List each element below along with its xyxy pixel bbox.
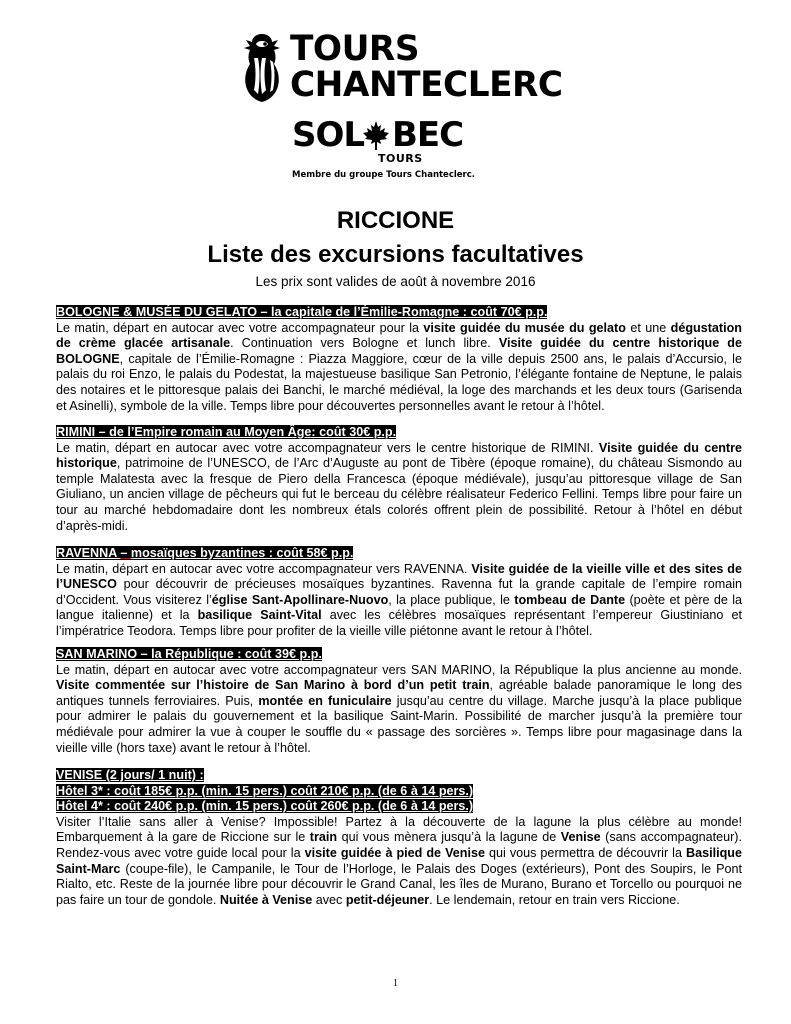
- brand-line-1: TOURS: [290, 29, 420, 69]
- maple-leaf-icon: [360, 120, 392, 152]
- section-body: [56, 815, 742, 909]
- body-text: . Continuation vers Bologne et lunch libre.: [230, 336, 499, 351]
- bold-text: Visite guidée du centre historique: [56, 440, 743, 471]
- tours-chanteclerc-logo: [238, 29, 568, 106]
- bold-text: Visite guidée de la vieille ville et des sites de l’UNESCO: [56, 561, 743, 592]
- bold-text: église Sant-Apollinare-Nuovo: [211, 592, 389, 607]
- section-body: [56, 321, 742, 415]
- bold-text: petit-déjeuner: [345, 892, 430, 907]
- body-text: , patrimoine de l’UNESCO, de l’Arc d’Auguste au pont de Tibère (époque romaine), du château Sismondo au temple Malatesta avec la fresque de Piero della Francesca (époque médiévale), jusqu’au pittoresque village de San Giuliano, un ancien village de pêcheurs qui fut le berceau du célèbre réalisateur Federico Fellini. Temps libre pour faire un tour au marché hebdomadaire dont les nombreux étals colorés offrent plein de possibilité. Retour à l’hôtel en début d’après-midi.: [56, 456, 742, 533]
- bold-text: visite guidée à pied de Venise: [304, 845, 485, 860]
- section-header: SAN MARINO – la République : coût 39€ p.p.: [56, 647, 322, 661]
- section-venise: [56, 768, 742, 908]
- document-subtitle: Liste des excursions facultatives: [207, 241, 584, 268]
- solbec-logo: [288, 115, 478, 184]
- solbec-sol-text: SOL: [292, 115, 365, 155]
- section-header: RAVENNA – mosaïques byzantines : coût 58€ p.p.: [56, 546, 354, 560]
- body-text: (sans accompagnateur). Rendez-vous avec votre guide local pour la: [56, 830, 742, 860]
- section-header-line: Hôtel 4* : coût 240€ p.p. (min. 15 pers.) coût 260€ p.p. (de 6 à 14 pers.): [56, 799, 474, 814]
- section-header-line: VENISE (2 jours/ 1 nuit) :: [56, 768, 204, 782]
- body-text: qui vous permettra de découvrir la: [484, 845, 686, 860]
- bold-text: train: [309, 830, 338, 845]
- validity-note: Les prix sont valides de août à novembre 2016: [255, 274, 536, 289]
- section-body: [56, 441, 742, 535]
- section-body: [56, 562, 742, 640]
- page-number: 1: [393, 978, 398, 989]
- bold-text: tombeau de Dante: [514, 592, 626, 607]
- section-ravenna: [56, 546, 742, 640]
- section-header: BOLOGNE & MUSÉE DU GELATO – la capitale de l’Émilie-Romagne : coût 70€ p.p.: [56, 305, 548, 319]
- section-san-marino: [56, 647, 742, 756]
- body-text: jusqu’au centre du village. Marche jusqu’à la place publique pour admirer le palais du gouvernement et la basilique Saint-Marin. Possibilité de marcher jusqu’à la première tour médiévale pour admirer la vue à couper le souffle du « passage des sorcières ». Temps libre pour magasinage dans la vieille ville (hors taxe) avant le retour à l’hôtel.: [56, 693, 742, 755]
- bold-text: montée en funiculaire: [258, 693, 392, 708]
- body-text: Le matin, départ en autocar avec votre accompagnateur vers SAN MARINO, la République la plus ancienne au monde.: [56, 662, 742, 677]
- body-text: et une: [625, 320, 671, 335]
- solbec-bec-text: BEC: [392, 115, 464, 155]
- body-text: , capitale de l’Émilie-Romagne : Piazza Maggiore, cœur de la ville depuis 2500 ans, le palais d’Accursio, le palais du roi Enzo, le palais du Podestat, la majestueuse basilique San Petronio, l’élégante fontaine de Neptune, le palais des notaires et le pittoresque palais dei Banchi, le marché médiéval, la loge des marchands et les deux tours (Garisenda et Asinelli), symbole de la ville. Temps libre pour découvertes personnelles avant le retour à l’hôtel.: [56, 351, 742, 413]
- body-text: qui vous mènera jusqu’à la lagune de: [337, 830, 561, 845]
- document-title: RICCIONE: [336, 207, 455, 234]
- section-bologne: [56, 305, 742, 414]
- bold-text: dégustation de crème glacée artisanale: [56, 320, 743, 351]
- bold-text: Nuitée à Venise: [219, 892, 313, 907]
- member-text: Membre du groupe Tours Chanteclerc.: [292, 170, 476, 180]
- solbec-tours-text: TOURS: [378, 152, 423, 165]
- brand-line-2: CHANTECLERC: [290, 65, 563, 105]
- bold-text: Visite guidée du centre historique de BOLOGNE: [56, 336, 742, 366]
- bold-text: Venise: [560, 830, 601, 845]
- body-text: avec: [312, 892, 346, 907]
- body-text: , agréable balade panoramique le long des antiques tunnels ferroviaires. Puis,: [56, 678, 742, 708]
- body-text: Le matin, départ en autocar avec votre accompagnateur pour la: [56, 320, 424, 335]
- bold-text: Visite commentée sur l’histoire de San Marino à bord d’un petit train: [56, 678, 490, 693]
- body-text: . Le lendemain, retour en train vers Riccione.: [429, 892, 680, 907]
- bold-text: Basilique Saint-Marc: [56, 845, 742, 876]
- rooster-logo-icon: [238, 32, 286, 104]
- section-body: [56, 663, 742, 757]
- section-rimini: [56, 425, 742, 534]
- body-text: , la place publique, le: [388, 592, 515, 607]
- body-text: avec les célèbres mosaïques représentant l’empereur Giustiniano et l’impératrice Teodora. Temps libre pour profiter de la vieille ville piétonne avant le retour à l’hôtel.: [56, 608, 742, 638]
- body-text: Visiter l’Italie sans aller à Venise? Impossible! Partez à la découverte de la lagune la plus célèbre au monde! Embarquement à la gare de Riccione sur le: [56, 814, 742, 845]
- section-header: RIMINI – de l’Empire romain au Moyen Âge: coût 30€ p.p.: [56, 425, 397, 439]
- bold-text: basilique Saint-Vital: [197, 608, 322, 623]
- section-header-line: Hôtel 3* : coût 185€ p.p. (min. 15 pers.) coût 210€ p.p. (de 6 à 14 pers.): [56, 783, 474, 798]
- bold-text: visite guidée du musée du gelato: [423, 320, 626, 335]
- body-text: Le matin, départ en autocar avec votre accompagnateur vers RAVENNA.: [56, 561, 472, 576]
- body-text: (coupe-file), le Campanile, le Tour de l’Horloge, le Palais des Doges (extérieurs), Pont des Soupirs, le Pont Rialto, etc. Reste de la journée libre pour découvrir le Grand Canal, les îles de Murano, Burano et Torcello ou pourquoi ne pas faire un tour de gondole.: [56, 861, 742, 907]
- body-text: Le matin, départ en autocar avec votre accompagnateur vers le centre historique de RIMINI.: [56, 440, 599, 455]
- body-text: pour découvrir de précieuses mosaïques byzantines. Ravenna fut la grande capitale de l’empire romain d’Occident. Vous visiterez l’: [56, 577, 742, 607]
- body-text: (poète et père de la langue italienne) et la: [56, 592, 743, 623]
